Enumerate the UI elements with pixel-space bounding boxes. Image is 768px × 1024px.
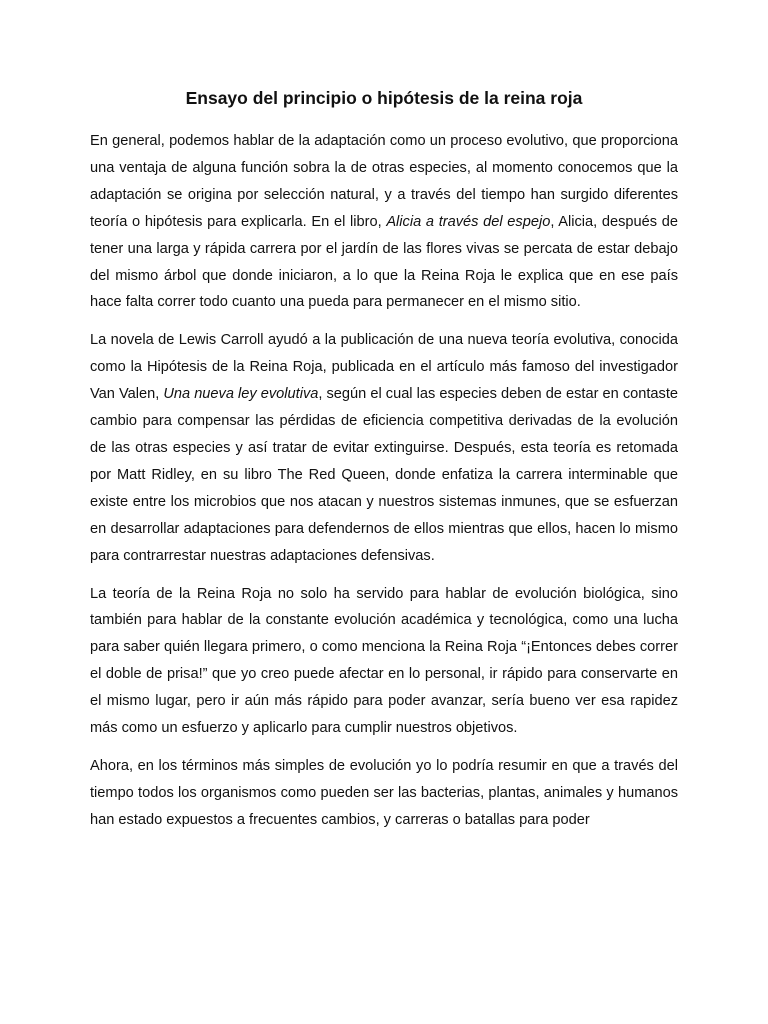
paragraph-4: Ahora, en los términos más simples de evolución yo lo podría resumir en que a través del tiempo todos los organismos como pueden ser las bacterias, plantas, animales y humanos han estado expuestos a frecuentes cambios, y carreras o batallas para poder bbox=[90, 757, 678, 828]
paragraph-2-text-a: La novela de Lewis Carroll ayudó a la publicación de una nueva teoría evolutiva, conocida como la Hipótesis de la Reina Roja, publicada en el artículo más famoso del investigador Van Valen, bbox=[90, 332, 678, 403]
paragraph-1 bbox=[90, 128, 678, 316]
paragraph-1-text-a: En general, podemos hablar de la adaptación como un proceso evolutivo, que proporciona una ventaja de alguna función sobra la de otras especies, al momento conocemos que la adaptación se origina por selección natural, y a través del tiempo han surgido diferentes teoría o hipótesis para explicarla. En el libro, bbox=[90, 133, 678, 230]
article-title-italic: Una nueva ley evolutiva bbox=[163, 386, 319, 403]
paragraph-2 bbox=[90, 327, 678, 569]
paragraph-2-text-b: , según el cual las especies deben de estar en contaste cambio para compensar las pérdidas de eficiencia competitiva derivadas de la evolución de las otras especies y así tratar de evitar extinguirse. Después, esta teoría es retomada por Matt Ridley, en su libro The Red Queen, donde enfatiza la carrera interminable que existe entre los microbios que nos atacan y nuestros sistemas inmunes, que se esfuerzan en desarrollar adaptaciones para defendernos de ellos mientras que ellos, hacen lo mismo para contrarrestar nuestras adaptaciones defensivas. bbox=[90, 386, 679, 564]
paragraph-3: La teoría de la Reina Roja no solo ha servido para hablar de evolución biológica, sino también para hablar de la constante evolución académica y tecnológica, como una lucha para saber quién llegara primero, o como menciona la Reina Roja “¡Entonces debes correr el doble de prisa!” que yo creo puede afectar en lo personal, ir rápido para conservarte en el mismo lugar, pero ir aún más rápido para poder avanzar, sería bueno ver esa rapidez más como un esfuerzo y aplicarlo para cumplir nuestros objetivos. bbox=[90, 585, 678, 737]
document-title: Ensayo del principio o hipótesis de la reina roja bbox=[185, 88, 583, 108]
book-title-italic: Alicia a través del espejo bbox=[386, 213, 551, 230]
paragraph-1-text-b: , Alicia, después de tener una larga y rápida carrera por el jardín de las flores vivas se percata de estar debajo del mismo árbol que donde iniciaron, a lo que la Reina Roja le explica que en ese país hace falta correr todo cuanto una pueda para permanecer en el mismo sitio. bbox=[90, 213, 678, 311]
document-page bbox=[90, 86, 678, 845]
